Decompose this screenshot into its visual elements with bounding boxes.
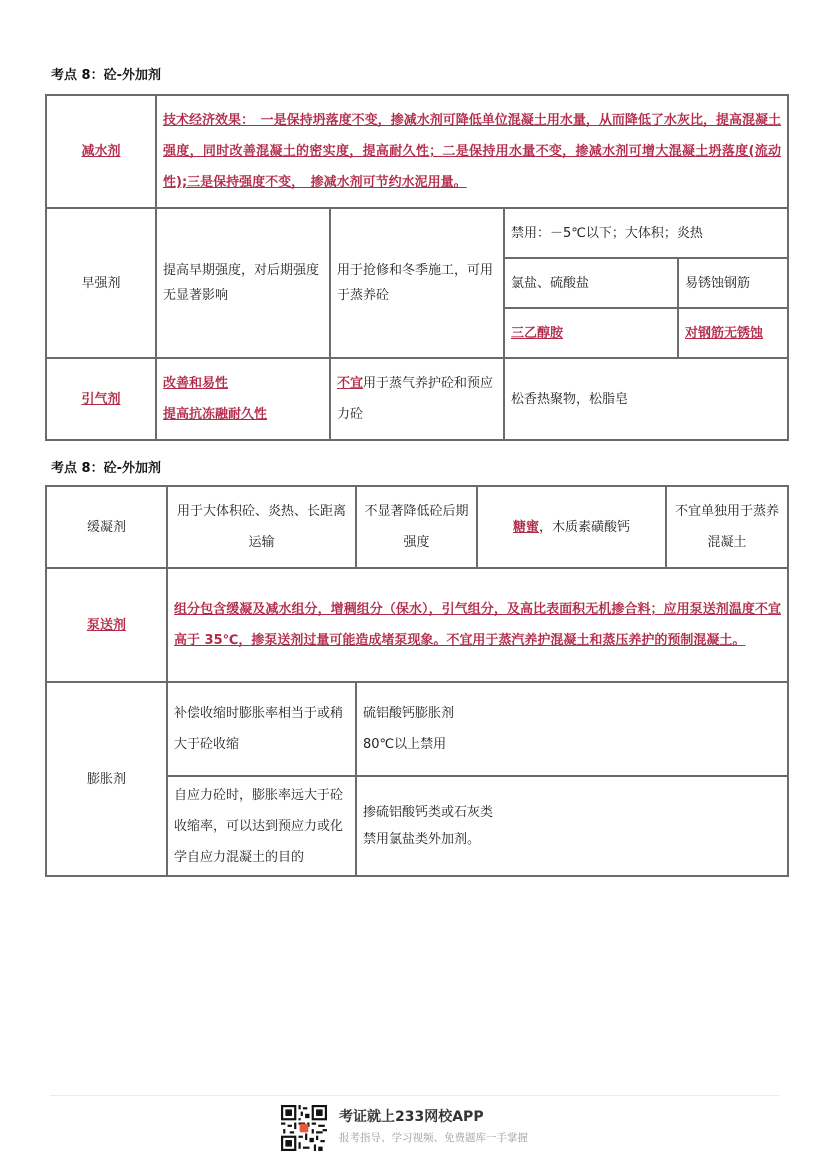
table-row <box>46 208 788 258</box>
early-strength-type-chloride: 氯盐、硫酸盐 <box>504 258 678 308</box>
air-entraining-effect-1: 改善和易性 <box>163 376 229 391</box>
expansive-case-2: 自应力砼时，膨胀率远大于砼收缩率，可以达到预应力或化学自应力混凝土的目的 <box>167 776 356 876</box>
admixture-table-2 <box>45 485 789 877</box>
air-entraining-effect-2: 提高抗冻融耐久性 <box>163 407 268 422</box>
table-row <box>46 358 788 440</box>
air-entraining-types: 松香热聚物，松脂皂 <box>504 358 788 440</box>
expansive-case-2-note-1: 掺硫铝酸钙类或石灰类 <box>363 805 494 820</box>
table-row <box>46 486 788 568</box>
early-strength-use: 用于抢修和冬季施工，可用于蒸养砼 <box>330 208 504 358</box>
expansive-case-2-notes <box>356 776 788 876</box>
retarder-use: 用于大体积砼、炎热、长距离运输 <box>167 486 356 568</box>
early-strength-type-tea-note: 对钢筋无锈蚀 <box>678 308 788 358</box>
table-row <box>46 95 788 208</box>
expansive-case-1-note-2: 80℃以上禁用 <box>363 737 447 752</box>
retarder-type-rest: ，木质素磺酸钙 <box>539 519 631 535</box>
qr-code-icon <box>281 1105 327 1151</box>
expansive-case-1-notes <box>356 682 788 776</box>
expansive-case-1-note-1: 硫铝酸钙膨胀剂 <box>363 706 455 721</box>
footer-divider <box>50 1095 780 1096</box>
early-strength-effect: 提高早期强度，对后期强度无显著影响 <box>156 208 330 358</box>
air-entraining-use <box>330 358 504 440</box>
pumping-agent-description: 组分包含缓凝及减水组分，增稠组分（保水），引气组分，及高比表面积无机掺合料；应用泵送剂温度不宜高于 35℃，掺泵送剂过量可能造成堵泵现象。不宜用于蒸汽养护混凝土和蒸压养护的预制混凝土。 <box>167 568 788 682</box>
retarder-types <box>477 486 666 568</box>
footer-brand: 考证就上233网校APP <box>339 1109 484 1125</box>
retarder-label: 缓凝剂 <box>46 486 167 568</box>
section-title-1: 考点 8：砼-外加剂 <box>51 68 161 83</box>
early-strength-type-tea: 三乙醇胺 <box>504 308 678 358</box>
pumping-agent-label: 泵送剂 <box>46 568 167 682</box>
retarder-type-key: 糖蜜 <box>512 519 539 535</box>
water-reducer-label: 减水剂 <box>46 95 156 208</box>
air-entraining-label: 引气剂 <box>46 358 156 440</box>
admixture-table-1 <box>45 94 789 441</box>
water-reducer-description: 技术经济效果： 一是保持坍落度不变，掺减水剂可降低单位混凝土用水量，从而降低了水灰比，提高混凝土强度，同时改善混凝土的密实度，提高耐久性；二是保持用水量不变，掺减水剂可增大混凝土坍落度(流动性);三是保持强度不变， 掺减水剂可节约水泥用量。 <box>156 95 788 208</box>
section-title-2: 考点 8：砼-外加剂 <box>51 461 161 476</box>
air-entraining-use-rest: 用于蒸气养护砼和预应力砼 <box>337 376 494 422</box>
early-strength-label: 早强剂 <box>46 208 156 358</box>
retarder-note: 不宜单独用于蒸养混凝土 <box>666 486 788 568</box>
table-row <box>46 568 788 682</box>
footer-slogan: 报考指导、学习视频、免费题库一手掌握 <box>339 1132 528 1144</box>
table-row <box>46 682 788 776</box>
early-strength-prohibition: 禁用：－5℃以下；大体积；炎热 <box>504 208 788 258</box>
air-entraining-effects <box>156 358 330 440</box>
expansive-agent-label: 膨胀剂 <box>46 682 167 876</box>
expansive-case-1: 补偿收缩时膨胀率相当于或稍大于砼收缩 <box>167 682 356 776</box>
air-entraining-use-key: 不宜 <box>337 376 364 391</box>
retarder-effect: 不显著降低砼后期强度 <box>356 486 477 568</box>
expansive-case-2-note-2: 禁用氯盐类外加剂。 <box>363 832 481 847</box>
early-strength-type-chloride-note: 易锈蚀钢筋 <box>678 258 788 308</box>
